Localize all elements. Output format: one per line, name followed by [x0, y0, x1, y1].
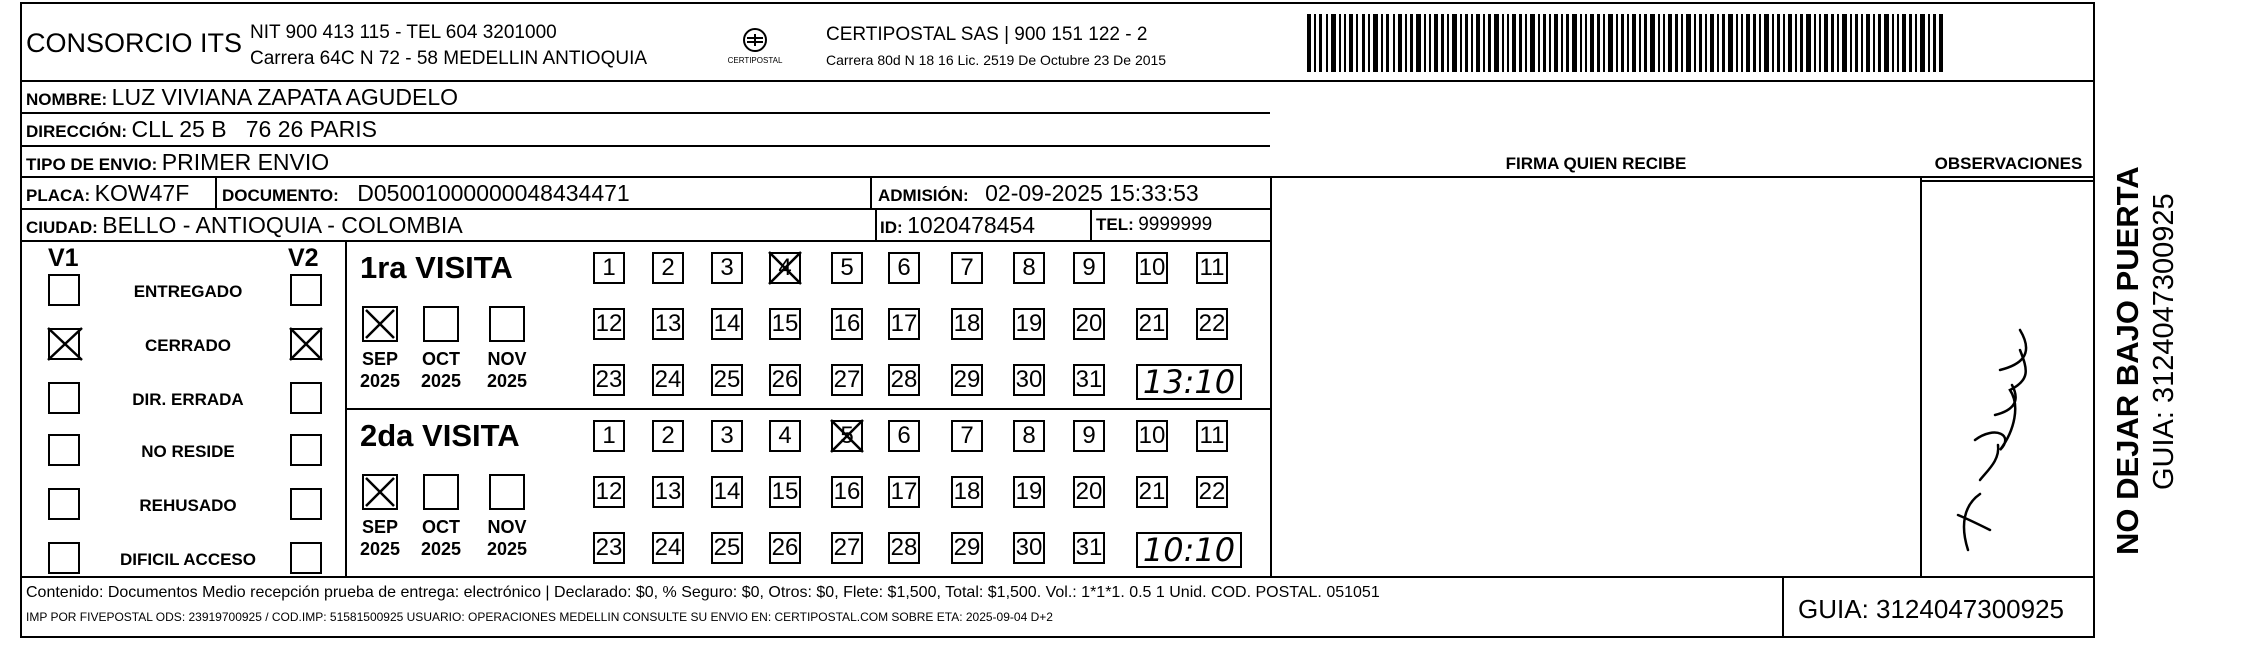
v2-checkbox[interactable]	[290, 488, 322, 520]
day-box[interactable]: 21	[1136, 308, 1168, 340]
day-box[interactable]: 4	[769, 420, 801, 452]
day-box[interactable]: 31	[1073, 532, 1105, 564]
barcode	[1307, 14, 1943, 72]
v1-checkbox[interactable]	[48, 328, 80, 360]
day-box[interactable]: 29	[951, 364, 983, 396]
day-box[interactable]: 5	[831, 420, 863, 452]
day-box[interactable]: 27	[831, 364, 863, 396]
admission-label: ADMISIÓN:	[878, 186, 969, 205]
side-guia: GUIA: 3124047300925	[2148, 193, 2180, 490]
day-box[interactable]: 1	[593, 252, 625, 284]
visit-title: 2da VISITA	[360, 418, 520, 453]
status-label: NO RESIDE	[141, 442, 235, 461]
day-box[interactable]: 11	[1196, 252, 1228, 284]
v1-checkbox[interactable]	[48, 488, 80, 520]
certipostal-logo	[725, 26, 785, 70]
day-box[interactable]: 17	[888, 308, 920, 340]
day-box[interactable]: 19	[1013, 476, 1045, 508]
recipient-signature	[1940, 310, 2050, 560]
day-box[interactable]: 9	[1073, 252, 1105, 284]
day-box[interactable]: 18	[951, 308, 983, 340]
signature-header: FIRMA QUIEN RECIBE	[1505, 154, 1687, 173]
v2-checkbox[interactable]	[290, 328, 322, 360]
city-label: CIUDAD:	[26, 218, 98, 237]
visit-title: 1ra VISITA	[360, 250, 513, 285]
status-label: ENTREGADO	[133, 282, 243, 301]
day-box[interactable]: 13	[652, 308, 684, 340]
day-box[interactable]: 30	[1013, 532, 1045, 564]
footer-print-line: IMP POR FIVEPOSTAL ODS: 23919700925 / COD.IMP: 51581500925 USUARIO: OPERACIONES MEDELLIN CONSULTE SU ENVIO EN: CERTIPOSTAL.COM SOBRE ETA: 2025-09-04 D+2	[26, 610, 1053, 624]
visit-time[interactable]: 10:10	[1136, 532, 1242, 568]
year-label: 2025	[359, 539, 401, 559]
day-box[interactable]: 2	[652, 420, 684, 452]
day-box[interactable]: 16	[831, 308, 863, 340]
month-checkbox[interactable]	[489, 306, 525, 342]
day-box[interactable]: 6	[888, 420, 920, 452]
year-label: 2025	[486, 539, 528, 559]
day-box[interactable]: 30	[1013, 364, 1045, 396]
day-box[interactable]: 27	[831, 532, 863, 564]
company-address: Carrera 64C N 72 - 58 MEDELLIN ANTIOQUIA	[250, 48, 648, 69]
city-value: BELLO - ANTIOQUIA - COLOMBIA	[102, 212, 463, 238]
shipment-type: PRIMER ENVIO	[161, 149, 330, 175]
day-box[interactable]: 16	[831, 476, 863, 508]
day-box[interactable]: 24	[652, 364, 684, 396]
day-box[interactable]: 13	[652, 476, 684, 508]
v1-checkbox[interactable]	[48, 382, 80, 414]
plate-label: PLACA:	[26, 186, 91, 205]
plate-value: KOW47F	[94, 180, 190, 206]
admission-value: 02-09-2025 15:33:53	[985, 180, 1199, 206]
day-box[interactable]: 28	[888, 532, 920, 564]
day-box[interactable]: 1	[593, 420, 625, 452]
day-box[interactable]: 18	[951, 476, 983, 508]
day-box[interactable]: 5	[831, 252, 863, 284]
document-value: D05001000000048434471	[357, 180, 630, 206]
day-box[interactable]: 31	[1073, 364, 1105, 396]
day-box[interactable]: 22	[1196, 308, 1228, 340]
company-name: CONSORCIO ITS	[26, 28, 243, 58]
day-box[interactable]: 10	[1136, 252, 1168, 284]
month-label: SEP	[361, 349, 399, 369]
v2-checkbox[interactable]	[290, 274, 322, 306]
tel-label: TEL:	[1096, 215, 1134, 234]
day-box[interactable]: 23	[593, 532, 625, 564]
visit-time[interactable]: 13:10	[1136, 364, 1242, 400]
observations-header: OBSERVACIONES	[1934, 154, 2083, 173]
v1-label: V1	[48, 244, 79, 272]
day-box[interactable]: 15	[769, 308, 801, 340]
address-label: DIRECCIÓN:	[26, 122, 128, 141]
month-checkbox[interactable]	[423, 306, 459, 342]
month-label: SEP	[361, 517, 399, 537]
footer-guia: GUIA: 3124047300925	[1798, 594, 2064, 624]
v2-label: V2	[288, 244, 319, 272]
day-box[interactable]: 19	[1013, 308, 1045, 340]
day-box[interactable]: 12	[593, 476, 625, 508]
day-box[interactable]: 8	[1013, 420, 1045, 452]
day-box[interactable]: 25	[711, 532, 743, 564]
certipostal-address: Carrera 80d N 18 16 Lic. 2519 De Octubre 23 De 2015	[826, 52, 1167, 68]
v2-checkbox[interactable]	[290, 542, 322, 574]
day-box[interactable]: 3	[711, 252, 743, 284]
day-box[interactable]: 24	[652, 532, 684, 564]
year-label: 2025	[486, 371, 528, 391]
day-box[interactable]: 11	[1196, 420, 1228, 452]
recipient-name: LUZ VIVIANA ZAPATA AGUDELO	[111, 84, 459, 110]
day-box[interactable]: 10	[1136, 420, 1168, 452]
day-box[interactable]: 12	[593, 308, 625, 340]
document-label: DOCUMENTO:	[222, 186, 339, 205]
month-checkbox[interactable]	[489, 474, 525, 510]
status-label: DIFICIL ACCESO	[119, 550, 256, 569]
status-label: DIR. ERRADA	[132, 390, 244, 409]
v1-checkbox[interactable]	[48, 274, 80, 306]
day-box[interactable]: 9	[1073, 420, 1105, 452]
day-box[interactable]: 14	[711, 476, 743, 508]
year-label: 2025	[420, 371, 462, 391]
day-box[interactable]: 26	[769, 364, 801, 396]
month-checkbox[interactable]	[423, 474, 459, 510]
day-box[interactable]: 17	[888, 476, 920, 508]
v1-checkbox[interactable]	[48, 434, 80, 466]
nit-line: NIT 900 413 115 - TEL 604 3201000	[250, 22, 557, 43]
month-label: NOV	[487, 517, 527, 537]
logo-text: CERTIPOSTAL	[727, 56, 783, 65]
year-label: 2025	[420, 539, 462, 559]
status-label: CERRADO	[145, 336, 231, 355]
recipient-address: CLL 25 B 76 26 PARIS	[131, 116, 377, 142]
month-label: OCT	[422, 349, 460, 369]
day-box[interactable]: 25	[711, 364, 743, 396]
name-label: NOMBRE:	[26, 90, 108, 109]
day-box[interactable]: 4	[769, 252, 801, 284]
day-box[interactable]: 29	[951, 532, 983, 564]
day-box[interactable]: 6	[888, 252, 920, 284]
v2-checkbox[interactable]	[290, 382, 322, 414]
footer-content-line: Contenido: Documentos Medio recepción prueba de entrega: electrónico | Declarado: $0, % Seguro: $0, Otros: $0, Flete: $1,500, Total: $1,500. Vol.: 1*1*1. 0.5 1 Unid. COD. POSTAL. 051051	[26, 584, 1380, 601]
day-box[interactable]: 26	[769, 532, 801, 564]
v2-checkbox[interactable]	[290, 434, 322, 466]
day-box[interactable]: 2	[652, 252, 684, 284]
day-box[interactable]: 21	[1136, 476, 1168, 508]
tel-value: 9999999	[1138, 214, 1213, 235]
day-box[interactable]: 7	[951, 252, 983, 284]
id-value: 1020478454	[907, 212, 1036, 238]
day-box[interactable]: 14	[711, 308, 743, 340]
month-label: NOV	[487, 349, 527, 369]
type-label: TIPO DE ENVIO:	[26, 155, 158, 174]
day-box[interactable]: 20	[1073, 476, 1105, 508]
certipostal-name: CERTIPOSTAL SAS | 900 151 122 - 2	[826, 24, 1148, 45]
day-box[interactable]: 15	[769, 476, 801, 508]
day-box[interactable]: 7	[951, 420, 983, 452]
status-label: REHUSADO	[139, 496, 237, 515]
month-label: OCT	[422, 517, 460, 537]
day-box[interactable]: 23	[593, 364, 625, 396]
month-checkbox[interactable]	[362, 474, 398, 510]
side-warning: NO DEJAR BAJO PUERTA	[2110, 166, 2145, 555]
day-box[interactable]: 3	[711, 420, 743, 452]
year-label: 2025	[359, 371, 401, 391]
day-box[interactable]: 20	[1073, 308, 1105, 340]
day-box[interactable]: 28	[888, 364, 920, 396]
month-checkbox[interactable]	[362, 306, 398, 342]
day-box[interactable]: 8	[1013, 252, 1045, 284]
v1-checkbox[interactable]	[48, 542, 80, 574]
day-box[interactable]: 22	[1196, 476, 1228, 508]
id-label: ID:	[880, 218, 903, 237]
